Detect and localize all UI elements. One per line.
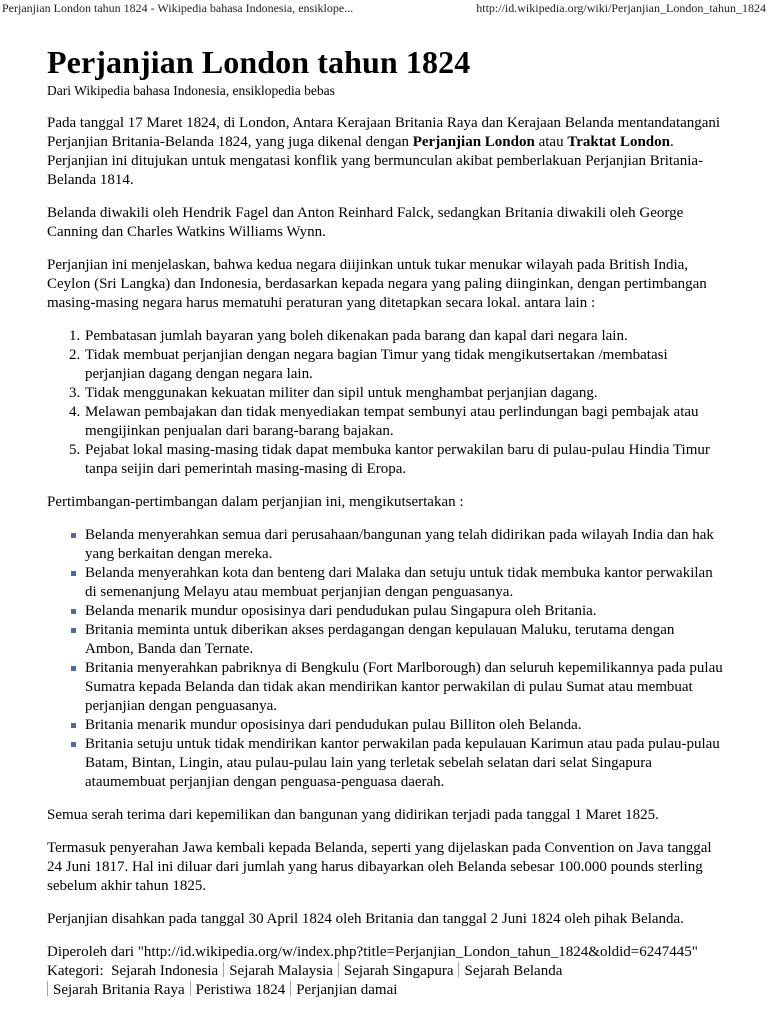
list-item: Britania menarik mundur oposisinya dari pendudukan pulau Billiton oleh Belanda.	[71, 716, 723, 735]
square-bullet-icon	[71, 533, 76, 538]
list-item: 1. Pembatasan jumlah bayaran yang boleh dikenakan pada barang dan kapal dari negara lain.	[84, 327, 723, 346]
intro-paragraph: Pada tanggal 17 Maret 1824, di London, Antara Kerajaan Britania Raya dan Kerajaan Belanda mentandatangani Perjanjian Britania-Belanda 1824, yang juga dikenal dengan Perjanjian London atau Traktat London. Perjanjian ini ditujukan untuk mengatasi konflik yang bermunculan akibat pemberlakuan Perjanjian Britania-Belanda 1814.	[47, 115, 721, 188]
terms-paragraph: Perjanjian ini menjelaskan, bahwa kedua negara diijinkan untuk tukar menukar wilayah pada British India, Ceylon (Sri Langka) dan Indonesia, berdasarkan kepada negara yang paling diinginkan, dengan pertimbangan masing-masing negara harus mematuhi peraturan yang ditetapkan secara lokal. antara lain :	[47, 257, 707, 311]
category-separator	[458, 962, 459, 977]
page-tab-title: Perjanjian London tahun 1824 - Wikipedia bahasa Indonesia, ensiklope...	[2, 1, 354, 15]
list-item: Belanda menyerahkan kota dan benteng dari Malaka dan setuju untuk tidak membuka kantor perwakilan di semenanjung Melayu atau membuat perjanjian dengan penguasanya.	[71, 564, 723, 602]
list-item: 4. Melawan pembajakan dan tidak menyediakan tempat sembunyi atau perlindungan bagi pembajak atau mengijinkan penjualan dari barang-barang bajakan.	[84, 403, 723, 441]
source-link[interactable]: Diperoleh dari "http://id.wikipedia.org/w/index.php?title=Perjanjian_London_tahun_1824&oldid=6247445"	[47, 944, 698, 960]
category-separator	[223, 962, 224, 977]
category-link[interactable]: Sejarah Singapura	[343, 963, 454, 979]
square-bullet-icon	[71, 666, 76, 671]
page-subtitle: Dari Wikipedia bahasa Indonesia, ensiklopedia bebas	[47, 83, 335, 98]
list-item: Belanda menyerahkan semua dari perusahaan/bangunan yang telah didirikan pada wilayah India dan hak yang berkaitan dengan mereka.	[71, 526, 723, 564]
handover-paragraph: Semua serah terima dari kepemilikan dan bangunan yang didirikan terjadi pada tanggal 1 Maret 1825.	[47, 807, 659, 823]
representatives-paragraph: Belanda diwakili oleh Hendrik Fagel dan Anton Reinhard Falck, sedangkan Britania diwakili oleh George Canning dan Charles Watkins Williams Wynn.	[47, 205, 684, 240]
print-header	[0, 0, 768, 18]
list-item: 3. Tidak menggunakan kekuatan militer dan sipil untuk menghambat perjanjian dagang.	[84, 384, 723, 403]
square-bullet-icon	[71, 723, 76, 728]
square-bullet-icon	[71, 609, 76, 614]
category-link[interactable]: Sejarah Britania Raya	[53, 982, 185, 998]
ratification-paragraph: Perjanjian disahkan pada tanggal 30 April 1824 oleh Britania dan tanggal 2 Juni 1824 oleh pihak Belanda.	[47, 911, 684, 927]
terms-ordered-list	[47, 327, 723, 479]
list-item: 5. Pejabat lokal masing-masing tidak dapat membuka kantor perwakilan baru di pulau-pulau Hindia Timur tanpa seijin dari pemerintah masing-masing di Eropa.	[84, 441, 723, 479]
page-url[interactable]: http://id.wikipedia.org/wiki/Perjanjian_London_tahun_1824	[476, 1, 766, 15]
category-link[interactable]: Sejarah Indonesia	[111, 963, 219, 979]
list-item: 2. Tidak membuat perjanjian dengan negara bagian Timur yang tidak mengikutsertakan /membatasi perjanjian dagang dengan negara lain.	[84, 346, 723, 384]
list-item: Britania meminta untuk diberikan akses perdagangan dengan kepulauan Maluku, terutama dengan Ambon, Banda dan Ternate.	[71, 621, 723, 659]
list-item: Britania setuju untuk tidak mendirikan kantor perwakilan pada kepulauan Karimun atau pada pulau-pulau Batam, Bintan, Lingin, atau pulau-pulau lain yang terletak sebelah selatan dari selat Singapura ataumembuat perjanjian dengan penguasa-penguasa daerah.	[71, 735, 723, 792]
category-separator	[290, 981, 291, 996]
java-paragraph: Termasuk penyerahan Jawa kembali kepada Belanda, seperti yang dijelaskan pada Convention on Java tanggal 24 Juni 1817. Hal ini diluar dari jumlah yang harus dibayarkan oleh Belanda sebesar 100.000 pounds sterling sebelum akhir tahun 1825.	[47, 840, 712, 894]
category-separator	[47, 981, 48, 996]
categories-label: Kategori:	[47, 963, 104, 979]
categories-bar	[47, 962, 723, 981]
category-link[interactable]: Sejarah Malaysia	[229, 963, 333, 979]
category-separator	[190, 981, 191, 996]
list-item: Belanda menarik mundur oposisinya dari pendudukan pulau Singapura oleh Britania.	[71, 602, 723, 621]
category-link[interactable]: Sejarah Belanda	[464, 963, 563, 979]
square-bullet-icon	[71, 742, 76, 747]
category-separator	[338, 962, 339, 977]
categories-bar-continued	[47, 981, 723, 1000]
category-link[interactable]: Perjanjian damai	[296, 982, 398, 998]
page-title: Perjanjian London tahun 1824	[47, 44, 471, 80]
category-link[interactable]: Peristiwa 1824	[195, 982, 286, 998]
bold-term-perjanjian-london: Perjanjian London	[412, 134, 535, 150]
article-body	[47, 44, 723, 1000]
considerations-paragraph: Pertimbangan-pertimbangan dalam perjanjian ini, mengikutsertakan :	[47, 494, 464, 510]
list-item: Britania menyerahkan pabriknya di Bengkulu (Fort Marlborough) dan seluruh kepemilikannya pada pulau Sumatra kepada Belanda dan tidak akan mendirikan kantor perwakilan di pulau Sumat atau membuat perjanjian dengan penguasanya.	[71, 659, 723, 716]
bold-term-traktat-london: Traktat London	[567, 134, 670, 150]
considerations-bullet-list	[47, 526, 723, 792]
square-bullet-icon	[71, 571, 76, 576]
square-bullet-icon	[71, 628, 76, 633]
